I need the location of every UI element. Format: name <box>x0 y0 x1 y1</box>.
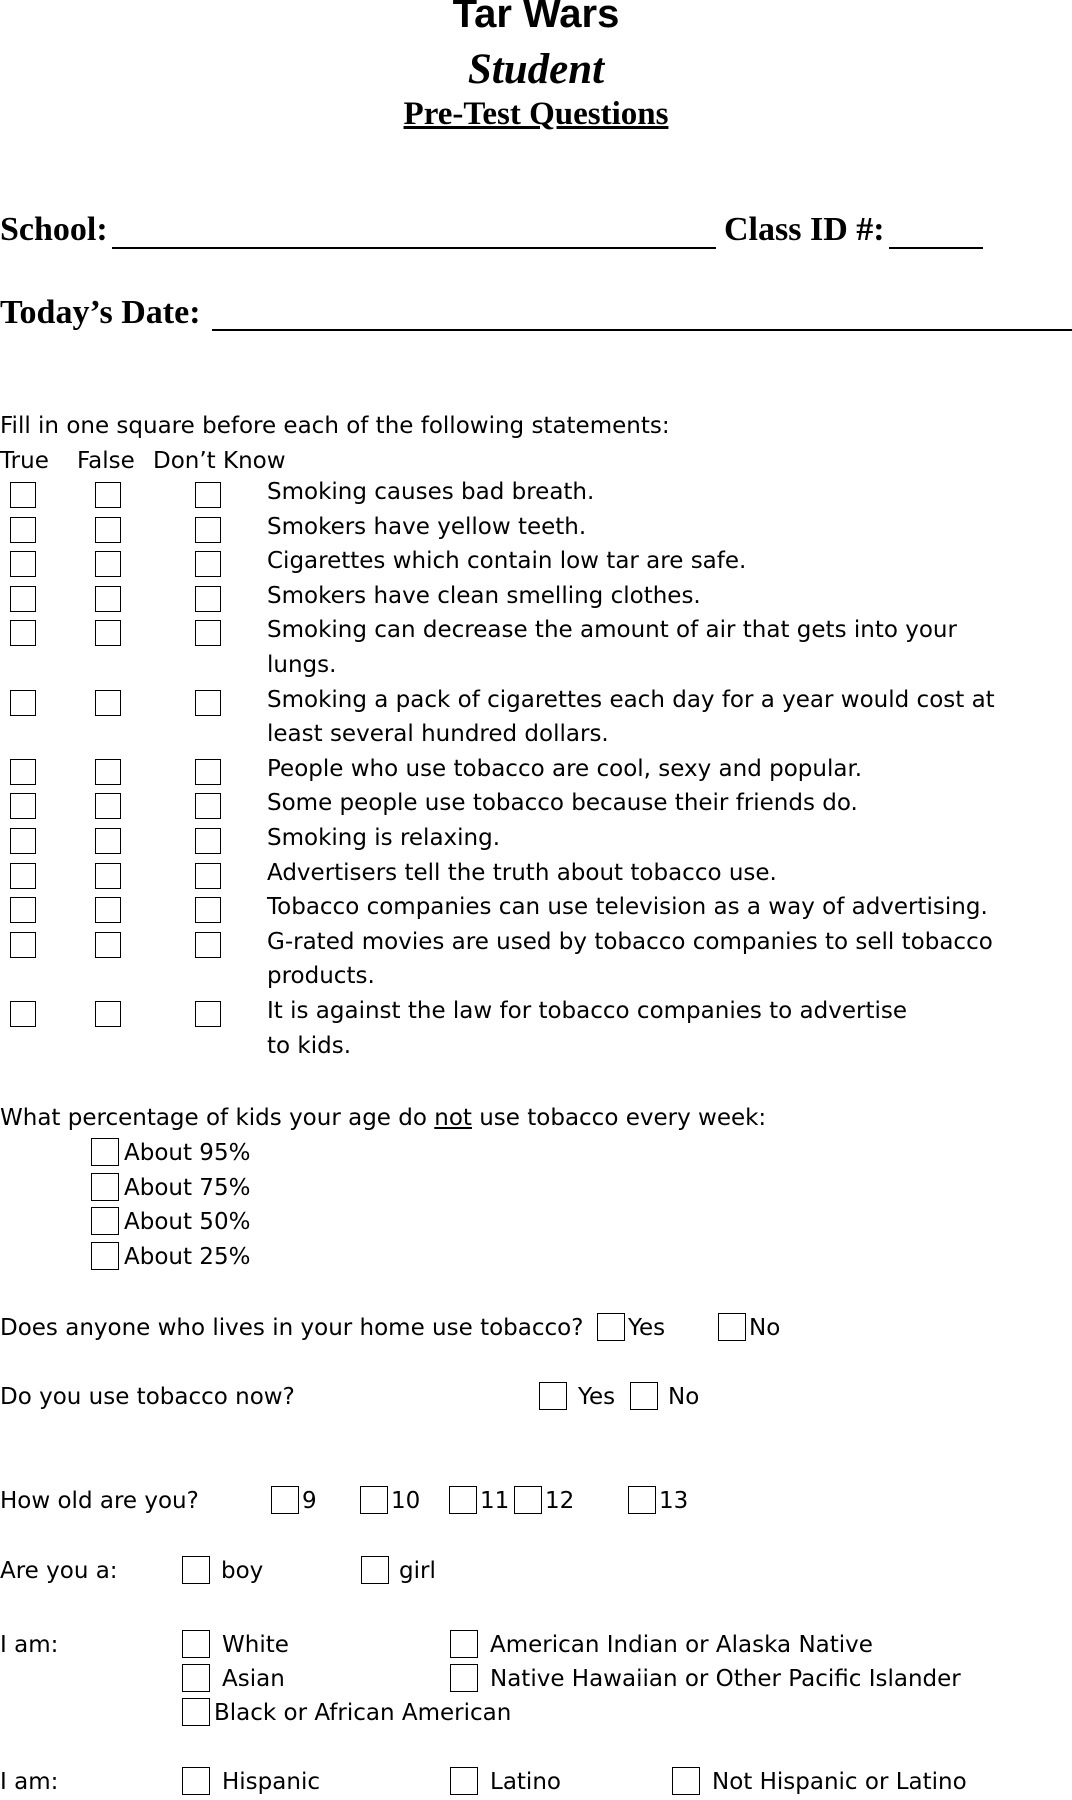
statement-10-false-checkbox[interactable] <box>95 863 121 889</box>
percentage-question-not: not <box>434 1105 472 1131</box>
column-header-false: False <box>77 448 135 474</box>
date-line[interactable] <box>212 329 1072 331</box>
percentage-option-label: About 95% <box>124 1140 251 1166</box>
statement-13-dont-know-checkbox[interactable] <box>195 1001 221 1027</box>
use-now-yes-checkbox[interactable] <box>539 1382 567 1410</box>
column-header-true: True <box>0 448 49 474</box>
statement-text: Smokers have yellow teeth. <box>267 513 587 540</box>
statement-12-dont-know-checkbox[interactable] <box>195 932 221 958</box>
percentage-option-checkbox[interactable] <box>91 1207 119 1235</box>
school-label: School: <box>0 211 108 248</box>
not-hispanic-label: Not Hispanic or Latino <box>712 1769 967 1795</box>
statement-7-true-checkbox[interactable] <box>10 759 36 785</box>
use-now-no-label: No <box>668 1384 700 1410</box>
percentage-option-checkbox[interactable] <box>91 1242 119 1270</box>
statement-11-dont-know-checkbox[interactable] <box>195 897 221 923</box>
asian-label: Asian <box>222 1666 285 1692</box>
statement-9-dont-know-checkbox[interactable] <box>195 828 221 854</box>
age-12-label: 12 <box>545 1488 575 1514</box>
date-label: Today’s Date: <box>0 294 201 331</box>
white-checkbox[interactable] <box>182 1630 210 1658</box>
percentage-option-checkbox[interactable] <box>91 1138 119 1166</box>
boy-checkbox[interactable] <box>182 1556 210 1584</box>
statement-12-true-checkbox[interactable] <box>10 932 36 958</box>
age-11-label: 11 <box>480 1488 510 1514</box>
statement-4-true-checkbox[interactable] <box>10 586 36 612</box>
use-now-yes-label: Yes <box>578 1384 616 1410</box>
percentage-option-checkbox[interactable] <box>91 1173 119 1201</box>
document-heading <box>0 94 1072 134</box>
ethnicity-label: I am: <box>0 1769 59 1795</box>
statement-11-true-checkbox[interactable] <box>10 897 36 923</box>
statement-5-false-checkbox[interactable] <box>95 620 121 646</box>
statement-1-true-checkbox[interactable] <box>10 482 36 508</box>
native-hawaiian-label: Native Hawaiian or Other Pacific Islander <box>490 1666 961 1692</box>
heading-text: Pre-Test Questions <box>403 96 669 132</box>
percentage-question-part2: use tobacco every week: <box>471 1105 767 1131</box>
percentage-question <box>0 1101 766 1135</box>
percentage-question-part1: What percentage of kids your age do <box>0 1105 435 1131</box>
home-no-checkbox[interactable] <box>718 1313 746 1341</box>
girl-checkbox[interactable] <box>361 1556 389 1584</box>
black-checkbox[interactable] <box>182 1698 210 1726</box>
statement-2-dont-know-checkbox[interactable] <box>195 517 221 543</box>
percentage-option-label: About 50% <box>124 1209 251 1236</box>
age-12-checkbox[interactable] <box>514 1486 542 1514</box>
gender-question: Are you a: <box>0 1558 118 1584</box>
statement-text: Smoking a pack of cigarettes each day for a year would cost at <box>267 686 995 713</box>
american-indian-label: American Indian or Alaska Native <box>490 1632 873 1658</box>
statement-13-true-checkbox[interactable] <box>10 1001 36 1027</box>
statement-2-true-checkbox[interactable] <box>10 517 36 543</box>
statement-text: Tobacco companies can use television as a way of advertising. <box>267 894 988 921</box>
statement-9-false-checkbox[interactable] <box>95 828 121 854</box>
boy-label: boy <box>221 1558 264 1584</box>
statement-text: Smoking can decrease the amount of air that gets into your <box>267 617 957 644</box>
girl-label: girl <box>399 1558 436 1584</box>
statement-1-false-checkbox[interactable] <box>95 482 121 508</box>
latino-checkbox[interactable] <box>450 1767 478 1795</box>
statement-text: least several hundred dollars. <box>267 721 609 748</box>
use-now-question: Do you use tobacco now? <box>0 1384 295 1410</box>
statement-text: People who use tobacco are cool, sexy and popular. <box>267 755 863 782</box>
statement-7-dont-know-checkbox[interactable] <box>195 759 221 785</box>
statement-text: Smoking is relaxing. <box>267 825 501 851</box>
statement-5-dont-know-checkbox[interactable] <box>195 620 221 646</box>
black-label: Black or African American <box>214 1700 512 1726</box>
statement-text: Smokers have clean smelling clothes. <box>267 582 701 609</box>
percentage-option-label: About 25% <box>124 1243 251 1270</box>
statement-10-dont-know-checkbox[interactable] <box>195 863 221 889</box>
statement-1-dont-know-checkbox[interactable] <box>195 482 221 508</box>
statement-4-dont-know-checkbox[interactable] <box>195 586 221 612</box>
hispanic-checkbox[interactable] <box>182 1767 210 1795</box>
statement-2-false-checkbox[interactable] <box>95 517 121 543</box>
statement-text: Smoking causes bad breath. <box>267 479 595 505</box>
age-9-checkbox[interactable] <box>271 1486 299 1514</box>
age-13-label: 13 <box>659 1488 689 1514</box>
age-question: How old are you? <box>0 1488 199 1514</box>
class-id-line[interactable] <box>889 247 983 249</box>
statement-text: It is against the law for tobacco companies to advertise <box>267 998 908 1024</box>
home-yes-label: Yes <box>628 1315 666 1341</box>
asian-checkbox[interactable] <box>182 1664 210 1692</box>
document-subtitle: Student <box>467 46 605 93</box>
statement-3-dont-know-checkbox[interactable] <box>195 551 221 577</box>
statement-12-false-checkbox[interactable] <box>95 932 121 958</box>
age-13-checkbox[interactable] <box>628 1486 656 1514</box>
statement-3-true-checkbox[interactable] <box>10 551 36 577</box>
home-question: Does anyone who lives in your home use tobacco? <box>0 1315 584 1341</box>
statement-13-false-checkbox[interactable] <box>95 1001 121 1027</box>
column-header-dont-know: Don’t Know <box>153 448 286 474</box>
statement-8-false-checkbox[interactable] <box>95 793 121 819</box>
section1-instruction: Fill in one square before each of the following statements: <box>0 413 670 439</box>
class-id-label: Class ID #: <box>724 211 885 248</box>
statement-8-dont-know-checkbox[interactable] <box>195 793 221 819</box>
statement-4-false-checkbox[interactable] <box>95 586 121 612</box>
statement-8-true-checkbox[interactable] <box>10 793 36 819</box>
statement-6-true-checkbox[interactable] <box>10 690 36 716</box>
statement-6-dont-know-checkbox[interactable] <box>195 690 221 716</box>
home-yes-checkbox[interactable] <box>597 1313 625 1341</box>
race-label: I am: <box>0 1632 59 1658</box>
age-10-label: 10 <box>391 1488 421 1514</box>
statement-9-true-checkbox[interactable] <box>10 828 36 854</box>
document-title: Tar Wars <box>452 0 620 36</box>
age-10-checkbox[interactable] <box>360 1486 388 1514</box>
statement-6-false-checkbox[interactable] <box>95 690 121 716</box>
use-now-no-checkbox[interactable] <box>630 1382 658 1410</box>
statement-text: Advertisers tell the truth about tobacco use. <box>267 859 777 886</box>
home-no-label: No <box>749 1315 781 1341</box>
statement-5-true-checkbox[interactable] <box>10 620 36 646</box>
statement-10-true-checkbox[interactable] <box>10 863 36 889</box>
white-label: White <box>222 1632 289 1658</box>
statement-text: Cigarettes which contain low tar are safe. <box>267 548 747 575</box>
hispanic-label: Hispanic <box>222 1769 320 1795</box>
statement-text: lungs. <box>267 652 337 678</box>
american-indian-checkbox[interactable] <box>450 1630 478 1658</box>
percentage-option-label: About 75% <box>124 1174 251 1201</box>
school-line[interactable] <box>112 247 716 249</box>
not-hispanic-checkbox[interactable] <box>672 1767 700 1795</box>
statement-7-false-checkbox[interactable] <box>95 759 121 785</box>
age-9-label: 9 <box>302 1488 317 1514</box>
statement-text: to kids. <box>267 1032 352 1059</box>
statement-text: products. <box>267 963 375 990</box>
latino-label: Latino <box>490 1769 561 1795</box>
statement-text: Some people use tobacco because their friends do. <box>267 790 858 817</box>
age-11-checkbox[interactable] <box>449 1486 477 1514</box>
statement-11-false-checkbox[interactable] <box>95 897 121 923</box>
statement-text: G-rated movies are used by tobacco companies to sell tobacco <box>267 928 993 955</box>
native-hawaiian-checkbox[interactable] <box>450 1664 478 1692</box>
statement-3-false-checkbox[interactable] <box>95 551 121 577</box>
